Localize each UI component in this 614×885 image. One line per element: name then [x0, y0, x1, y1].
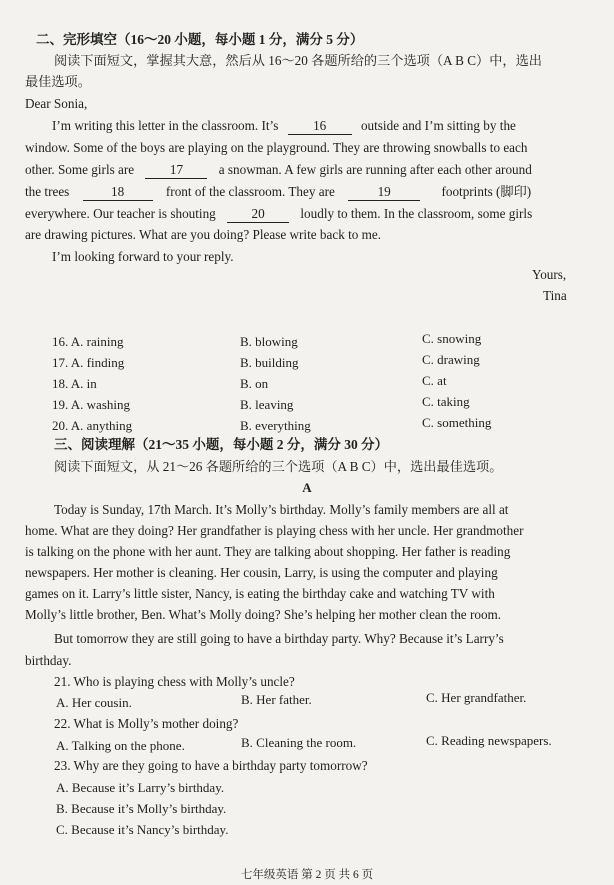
letter-line-1 — [52, 117, 516, 135]
blank-16: 16 — [288, 118, 352, 135]
option-20b: B. everything — [240, 418, 311, 433]
option-16c: C. snowing — [422, 331, 482, 346]
passage-line-4: newspapers. Her mother is cleaning. Her cousin, Larry, is using the computer and playing — [25, 565, 498, 580]
blank-19: 19 — [348, 184, 420, 201]
letter-text: other. Some girls are — [25, 162, 135, 177]
letter-text: everywhere. Our teacher is shouting — [25, 206, 216, 221]
option-17c: C. drawing — [422, 352, 480, 367]
letter-greeting: Dear Sonia, — [25, 96, 88, 111]
section2-instruction-line2: 最佳选项。 — [25, 74, 91, 89]
option-22b: B. Cleaning the room. — [241, 735, 357, 750]
question-23: 23. Why are they going to have a birthday party tomorrow? — [54, 758, 368, 773]
letter-text: a snowman. A few girls are running after each other around — [218, 162, 532, 177]
section3-instruction: 阅读下面短文，从 21～26 各题所给的三个选项（A B C）中，选出最佳选项。 — [54, 459, 503, 474]
passage-line-2: home. What are they doing? Her grandfather is playing chess with her uncle. Her grandmother — [25, 523, 524, 538]
option-17a: 17. A. finding — [52, 355, 125, 370]
letter-text: outside and I’m sitting by the — [360, 118, 516, 133]
option-21c: C. Her grandfather. — [426, 690, 527, 705]
letter-line-4 — [25, 183, 531, 201]
option-18b: B. on — [240, 376, 269, 391]
letter-line-2: window. Some of the boys are playing on the playground. They are throwing snowballs to each — [25, 140, 528, 155]
letter-text: the trees — [25, 184, 70, 199]
passage-label: A — [302, 480, 312, 495]
letter-text: front of the classroom. They are — [165, 184, 335, 199]
blank-17: 17 — [145, 162, 207, 179]
option-19c: C. taking — [422, 394, 470, 409]
letter-line-3 — [25, 161, 532, 179]
option-16a: 16. A. raining — [52, 334, 124, 349]
question-22: 22. What is Molly’s mother doing? — [54, 716, 239, 731]
passage-line-5: games on it. Larry’s little sister, Nancy, is eating the birthday cake and watching TV with — [25, 586, 495, 601]
option-23c: C. Because it’s Nancy’s birthday. — [56, 822, 229, 837]
option-22a: A. Talking on the phone. — [56, 738, 185, 753]
letter-closing: Yours, — [532, 267, 567, 282]
letter-text: I’m writing this letter in the classroom. It’s — [52, 118, 279, 133]
option-21b: B. Her father. — [241, 692, 312, 707]
option-18a: 18. A. in — [52, 376, 97, 391]
letter-closing-sentence: I’m looking forward to your reply. — [52, 249, 234, 264]
passage-line-8: birthday. — [25, 653, 72, 668]
option-16b: B. blowing — [240, 334, 298, 349]
option-17b: B. building — [240, 355, 299, 370]
option-23b: B. Because it’s Molly’s birthday. — [56, 801, 227, 816]
section3-heading: 三、阅读理解（21～35 小题，每小题 2 分，满分 30 分） — [54, 437, 389, 452]
passage-line-1: Today is Sunday, 17th March. It’s Molly’s birthday. Molly’s family members are all at — [54, 502, 509, 517]
passage-line-3: is talking on the phone with her aunt. They are talking about shopping. Her father is reading — [25, 544, 511, 559]
letter-line-6: are drawing pictures. What are you doing? Please write back to me. — [25, 227, 382, 242]
blank-20: 20 — [227, 206, 289, 223]
blank-18: 18 — [83, 184, 153, 201]
option-21a: A. Her cousin. — [56, 695, 132, 710]
letter-line-5 — [25, 205, 532, 223]
letter-text: loudly to them. In the classroom, some girls — [300, 206, 533, 221]
letter-text: footprints (脚印) — [441, 184, 532, 199]
letter-signature: Tina — [543, 288, 567, 303]
page-footer: 七年级英语 第 2 页 共 6 页 — [240, 869, 374, 881]
option-22c: C. Reading newspapers. — [426, 733, 552, 748]
passage-line-6: Molly’s little brother, Ben. What’s Molly doing? She’s helping her mother clean the room. — [25, 607, 502, 622]
section2-heading: 二、完形填空（16～20 小题，每小题 1 分，满分 5 分） — [36, 32, 364, 47]
option-19a: 19. A. washing — [52, 397, 130, 412]
option-20a: 20. A. anything — [52, 418, 133, 433]
section2-instruction-line1: 阅读下面短文，掌握其大意，然后从 16～20 各题所给的三个选项（A B C）中，选出 — [54, 53, 542, 68]
option-23a: A. Because it’s Larry’s birthday. — [56, 780, 225, 795]
option-19b: B. leaving — [240, 397, 294, 412]
option-18c: C. at — [422, 373, 447, 388]
passage-line-7: But tomorrow they are still going to have a birthday party. Why? Because it’s Larry’s — [54, 631, 504, 646]
question-21: 21. Who is playing chess with Molly’s uncle? — [54, 674, 295, 689]
option-20c: C. something — [422, 415, 492, 430]
